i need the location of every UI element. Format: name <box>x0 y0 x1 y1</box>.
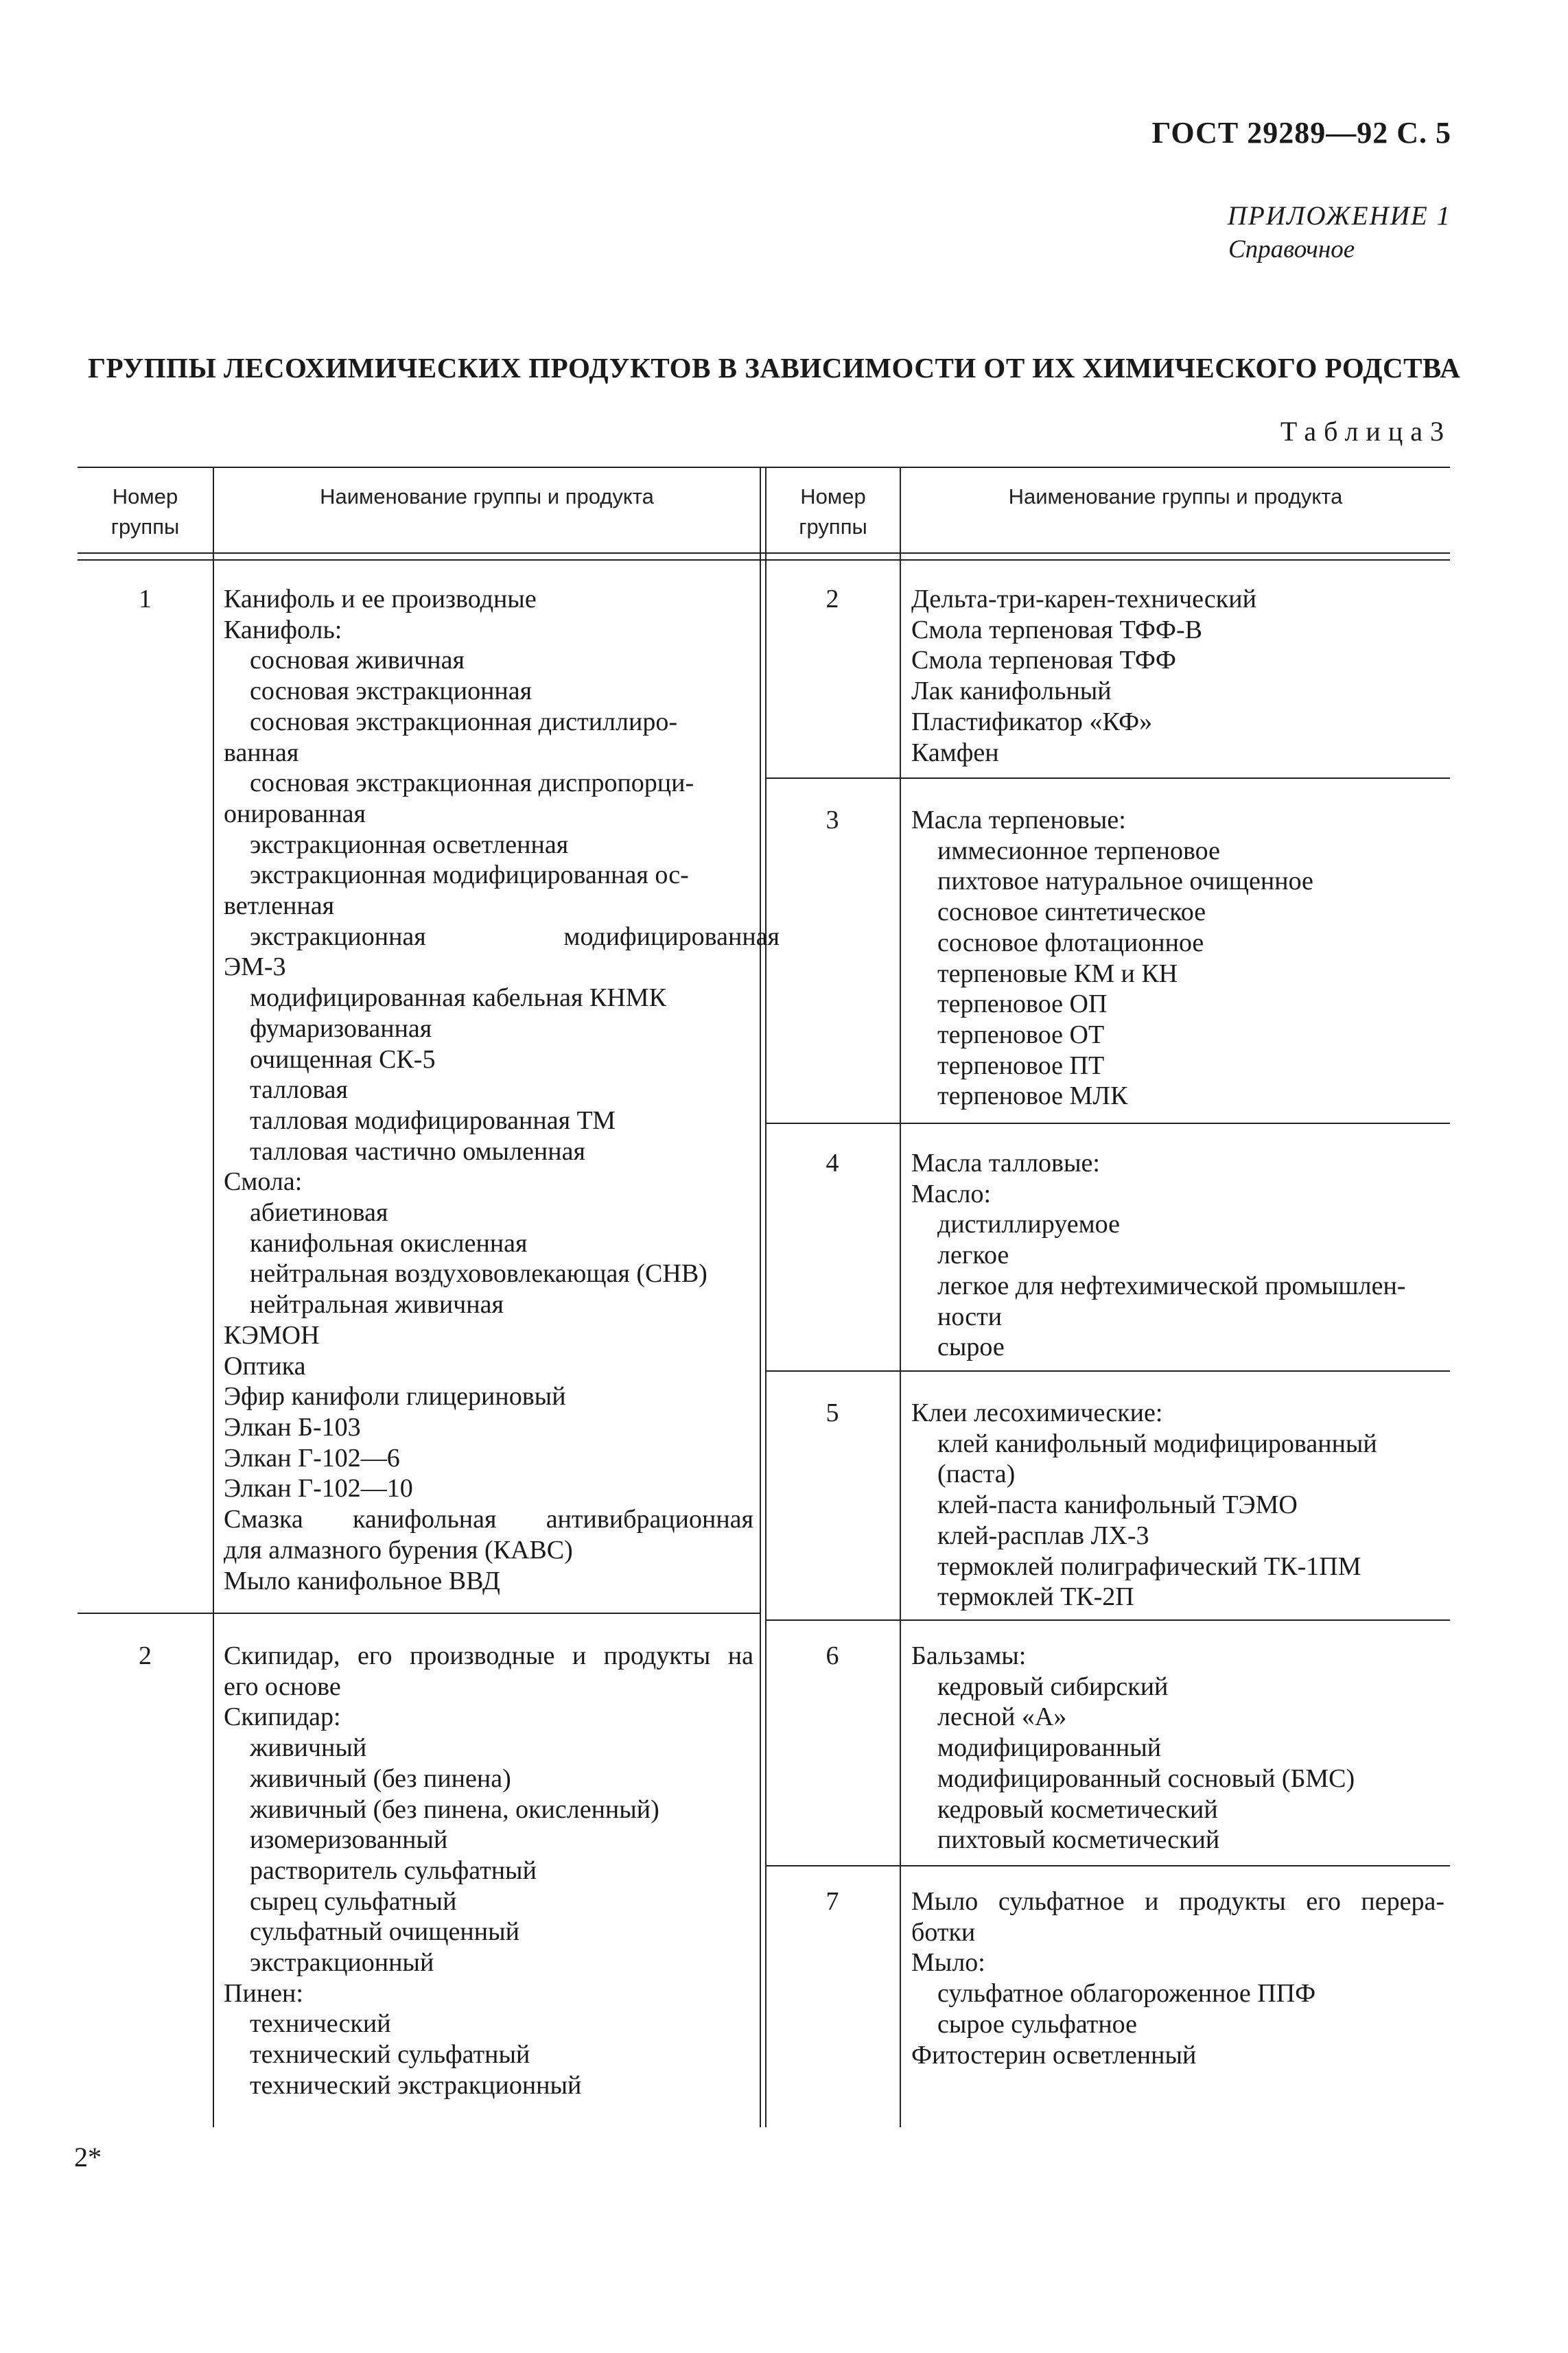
product-line: живичный <box>250 1733 367 1763</box>
right-group-3-products <box>911 805 1444 1112</box>
product-line: (паста) <box>937 1460 1016 1489</box>
product-line: сырое <box>937 1333 1005 1362</box>
product-line: клей-расплав ЛХ-3 <box>937 1521 1149 1550</box>
product-line: Фитостерин осветленный <box>911 2040 1197 2070</box>
product-line: пихтовое натуральное очищенное <box>937 867 1313 896</box>
product-line: ванная <box>224 738 299 767</box>
left-group-2-products <box>224 1641 753 2101</box>
product-line: Бальзамы: <box>911 1641 1027 1670</box>
right-group-7-products <box>911 1886 1444 2070</box>
product-line: ности <box>937 1302 1003 1331</box>
product-line: клей канифольный модифицированный <box>937 1429 1377 1458</box>
product-line: термоклей ТК-2П <box>937 1582 1134 1612</box>
product-line: технический сульфатный <box>250 2040 530 2070</box>
right-group-4-products <box>911 1148 1444 1363</box>
product-line: терпеновое ОП <box>937 990 1108 1019</box>
product-line: технический <box>250 2009 391 2039</box>
product-line: экстракционная модифицированная <box>250 922 780 951</box>
right-group-number-7: 7 <box>826 1887 839 1916</box>
product-line: живичный (без пинена) <box>250 1764 511 1793</box>
product-line: нейтральная воздухововлекающая (СНВ) <box>250 1259 707 1289</box>
product-line: ЭМ-3 <box>224 952 286 982</box>
left-group-number-2: 2 <box>139 1641 152 1670</box>
right-group-number-6: 6 <box>826 1641 839 1670</box>
product-line: Элкан Г-102—6 <box>224 1443 400 1473</box>
appendix-type: Справочное <box>1228 235 1355 264</box>
right-group-number-3: 3 <box>826 806 839 834</box>
product-line: Оптика <box>224 1351 306 1381</box>
product-line: сырое сульфатное <box>937 2009 1137 2039</box>
header-group-name: Наименование группы и продукта <box>320 484 654 508</box>
product-line: терпеновое ОТ <box>937 1020 1105 1049</box>
product-line: сосновая экстракционная диспропорци- <box>250 769 694 798</box>
right-group-number-2: 2 <box>826 585 839 613</box>
right-group-number-4: 4 <box>826 1149 839 1178</box>
product-line: технический экстракционный <box>250 2070 582 2100</box>
product-line: Клеи лесохимические: <box>911 1398 1163 1427</box>
product-line: дистиллируемое <box>937 1210 1120 1239</box>
header-group-number-right: Номер группы <box>799 484 867 539</box>
table-label: Таблица3 <box>1280 416 1451 447</box>
product-line: Эфир канифоли глицериновый <box>224 1382 566 1412</box>
product-line: Канифоль: <box>224 615 342 644</box>
product-line: Мыло канифольное ВВД <box>224 1566 500 1595</box>
product-line: кедровый сибирский <box>937 1672 1169 1701</box>
product-line: Дельта-три-карен-технический <box>911 585 1256 613</box>
product-line: терпеновое МЛК <box>937 1081 1128 1111</box>
page-footer-signature: 2* <box>74 2142 102 2173</box>
product-line: КЭМОН <box>224 1320 320 1350</box>
right-group-number-5: 5 <box>826 1398 839 1427</box>
product-line: талловая модифицированная ТМ <box>250 1105 616 1135</box>
product-line: абиетиновая <box>250 1198 388 1228</box>
product-line: экстракционный <box>250 1948 434 1978</box>
product-line: Масло: <box>911 1179 992 1208</box>
product-line: очищенная СК-5 <box>250 1044 436 1074</box>
right-group-2-products <box>911 584 1444 768</box>
standard-number: ГОСТ 29289—92 С. 5 <box>1151 116 1451 150</box>
product-line: Смола: <box>224 1167 303 1197</box>
product-line: Элкан Г-102—10 <box>224 1474 413 1503</box>
product-line: Скипидар: <box>224 1702 341 1732</box>
product-line: легкое для нефтехимической промышлен- <box>937 1271 1406 1300</box>
product-line: талловая <box>250 1075 348 1105</box>
product-line: Скипидар, его производные и продукты на <box>224 1641 753 1670</box>
product-line: Камфен <box>911 738 999 767</box>
product-line: модифицированная кабельная КНМК <box>250 983 666 1013</box>
product-line: сосновая экстракционная <box>250 677 533 706</box>
product-line: талловая частично омыленная <box>250 1136 585 1166</box>
product-line: экстракционная модифицированная ос- <box>250 861 689 890</box>
product-line: лесной «А» <box>937 1702 1067 1732</box>
product-line: сосновая живичная <box>250 646 465 675</box>
product-line: сульфатное облагороженное ППФ <box>937 1979 1316 2009</box>
product-line: сосновая экстракционная дистиллиро- <box>250 707 677 736</box>
product-line: ботки <box>911 1917 976 1947</box>
header-group-name-right: Наименование группы и продукта <box>1008 484 1343 508</box>
product-line: модифицированный <box>937 1733 1162 1763</box>
product-line: Лак канифольный <box>911 677 1112 706</box>
product-line: растворитель сульфатный <box>250 1856 537 1885</box>
product-line: Масла терпеновые: <box>911 806 1126 834</box>
product-line: Смазка канифольная антивибрационная <box>224 1505 753 1534</box>
product-line: для алмазного бурения (КАВС) <box>224 1535 573 1565</box>
product-line: терпеновые КМ и КН <box>937 959 1178 988</box>
right-group-5-products <box>911 1398 1444 1613</box>
product-line: сосновое синтетическое <box>937 898 1206 927</box>
product-line: модифицированный сосновый (БМС) <box>937 1764 1355 1793</box>
product-line: Масла талловые: <box>911 1149 1100 1178</box>
product-line: изомеризованный <box>250 1825 448 1855</box>
product-line: экстракционная осветленная <box>250 830 569 859</box>
page-title: ГРУППЫ ЛЕСОХИМИЧЕСКИХ ПРОДУКТОВ В ЗАВИСИМОСТИ ОТ ИХ ХИМИЧЕСКОГО РОДСТВА <box>88 352 1461 384</box>
product-line: Мыло: <box>911 1948 985 1978</box>
product-line: пихтовый косметический <box>937 1825 1220 1855</box>
product-line: сырец сульфатный <box>250 1886 457 1916</box>
product-line: сосновое флотационное <box>937 928 1204 957</box>
product-line: кедровый косметический <box>937 1794 1218 1824</box>
product-line: Смола терпеновая ТФФ-В <box>911 615 1202 644</box>
appendix-label: ПРИЛОЖЕНИЕ 1 <box>1227 201 1451 231</box>
product-line: живичный (без пинена, окисленный) <box>250 1794 659 1824</box>
product-line: терпеновое ПТ <box>937 1051 1105 1080</box>
product-groups-table <box>78 467 1450 2127</box>
right-group-6-products <box>911 1641 1444 1856</box>
product-line: его основе <box>224 1672 341 1701</box>
product-line: ветленная <box>224 891 335 921</box>
product-line: канифольная окисленная <box>250 1228 528 1258</box>
product-line: сульфатный очищенный <box>250 1917 519 1947</box>
product-line: нейтральная живичная <box>250 1290 504 1320</box>
header-group-number: Номер группы <box>110 484 180 539</box>
product-line: Смола терпеновая ТФФ <box>911 646 1176 675</box>
product-line: фумаризованная <box>250 1014 432 1043</box>
product-line: Пластификатор «КФ» <box>911 707 1153 736</box>
product-line: клей-паста канифольный ТЭМО <box>937 1490 1298 1520</box>
product-line: онированная <box>224 799 366 828</box>
product-line: термоклей полиграфический ТК-1ПМ <box>937 1552 1361 1581</box>
left-group-number-1: 1 <box>139 585 152 613</box>
product-line: Элкан Б-103 <box>224 1412 361 1442</box>
left-group-1-products <box>224 584 780 1596</box>
product-line: легкое <box>937 1241 1009 1270</box>
product-line: Пинен: <box>224 1978 303 2008</box>
product-line: Мыло сульфатное и продукты его перера- <box>911 1887 1444 1916</box>
product-line: иммесионное терпеновое <box>937 836 1220 865</box>
product-line: Канифоль и ее производные <box>224 585 537 613</box>
